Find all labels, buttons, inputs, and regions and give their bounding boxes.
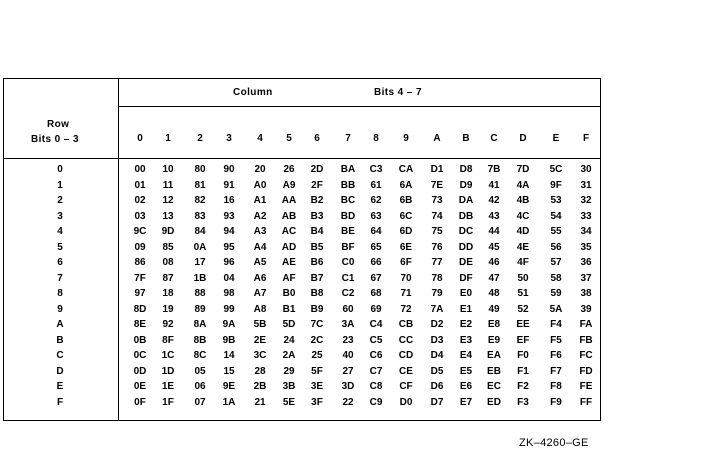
table-cell: 76 [431, 241, 443, 253]
table-cell: BE [341, 226, 355, 237]
table-cell: 64 [370, 226, 382, 237]
column-header-0: 0 [137, 133, 143, 144]
table-cell: 03 [134, 210, 146, 222]
table-cell: 21 [254, 396, 266, 408]
table-cell: C4 [369, 319, 383, 330]
table-cell: 83 [194, 210, 206, 222]
table-cell: 7B [487, 164, 501, 175]
table-cell: 55 [550, 226, 562, 237]
table-cell: 48 [488, 288, 500, 299]
table-cell: B2 [310, 195, 324, 206]
column-header-7: 7 [345, 133, 351, 144]
table-cell: FD [579, 365, 593, 377]
table-cell: B5 [310, 241, 324, 253]
table-cell: 20 [254, 164, 266, 175]
table-cell: 3A [341, 319, 355, 330]
table-cell: 0F [134, 396, 146, 408]
row-label-B: B [56, 334, 64, 346]
table-cell: 19 [162, 303, 174, 315]
table-cell: 99 [223, 303, 235, 315]
table-cell: D5 [430, 365, 444, 377]
table-cell: B1 [282, 303, 296, 315]
table-cell: 69 [370, 303, 382, 315]
body-divider [3, 158, 601, 159]
table-cell: F2 [517, 381, 529, 392]
table-cell: 60 [342, 303, 354, 315]
table-cell: 6B [399, 195, 413, 206]
table-cell: CD [398, 350, 414, 361]
table-cell: FE [579, 381, 593, 392]
table-cell: D0 [399, 396, 413, 408]
table-cell: 61 [370, 179, 382, 191]
table-cell: 52 [517, 303, 529, 315]
table-cell: 27 [342, 365, 354, 377]
table-cell: CA [398, 164, 414, 175]
table-cell: 91 [223, 179, 235, 191]
column-header-5: 5 [286, 133, 292, 144]
table-cell: A6 [253, 272, 267, 284]
table-cell: 4B [516, 195, 530, 206]
row-label-9: 9 [57, 303, 63, 315]
table-cell: F6 [550, 350, 562, 361]
table-cell: BD [340, 210, 356, 222]
table-cell: 71 [400, 288, 412, 299]
table-cell: A4 [253, 241, 267, 253]
table-cell: 41 [488, 179, 500, 191]
table-cell: 9A [222, 319, 236, 330]
table-cell: 39 [580, 303, 592, 315]
table-cell: 58 [550, 272, 562, 284]
table-cell: A8 [253, 303, 267, 315]
table-cell: E4 [459, 350, 473, 361]
table-cell: 36 [580, 257, 592, 268]
table-cell: F0 [517, 350, 529, 361]
row-label-8: 8 [57, 288, 63, 299]
column-header-8: 8 [373, 133, 379, 144]
table-cell: E9 [487, 334, 501, 346]
table-cell: 9B [222, 334, 236, 346]
table-cell: 4E [516, 241, 530, 253]
table-cell: F8 [550, 381, 562, 392]
table-cell: DD [458, 241, 474, 253]
table-cell: 04 [223, 272, 235, 284]
table-cell: 4D [516, 226, 530, 237]
table-cell: 2E [253, 334, 267, 346]
row-label-F: F [56, 396, 64, 408]
table-cell: 88 [194, 288, 206, 299]
column-header-C: C [490, 133, 498, 144]
table-cell: 6F [400, 257, 412, 268]
table-cell: 05 [194, 365, 206, 377]
table-cell: 32 [580, 195, 592, 206]
table-cell: E2 [459, 319, 473, 330]
table-cell: 18 [162, 288, 174, 299]
table-cell: 98 [223, 288, 235, 299]
table-cell: 5F [311, 365, 323, 377]
table-cell: 51 [517, 288, 529, 299]
table-cell: 7F [134, 272, 146, 284]
table-cell: DF [459, 272, 473, 284]
table-cell: 4F [517, 257, 529, 268]
column-header-F: F [582, 133, 590, 144]
table-cell: 1B [193, 272, 207, 284]
row-label-A: A [56, 319, 64, 330]
table-cell: 74 [431, 210, 443, 222]
table-cell: 08 [162, 257, 174, 268]
row-label-5: 5 [57, 241, 63, 253]
table-cell: 93 [223, 210, 235, 222]
table-cell: D3 [430, 334, 444, 346]
table-cell: A7 [253, 288, 267, 299]
row-label-1: 1 [57, 179, 63, 191]
table-cell: A9 [282, 179, 296, 191]
table-cell: 8A [193, 319, 207, 330]
table-cell: D9 [459, 179, 473, 191]
column-header-9: 9 [403, 133, 409, 144]
table-cell: BB [340, 179, 356, 191]
table-cell: BA [340, 164, 356, 175]
table-cell: 8B [193, 334, 207, 346]
table-cell: 26 [283, 164, 295, 175]
table-cell: 4A [516, 179, 530, 191]
row-column-divider [118, 78, 119, 421]
table-cell: 8C [193, 350, 207, 361]
table-cell: 2C [310, 334, 324, 346]
table-cell: 78 [431, 272, 443, 284]
table-cell: 1D [161, 365, 175, 377]
table-cell: 3B [282, 381, 296, 392]
table-cell: EE [516, 319, 530, 330]
table-cell: EA [487, 350, 501, 361]
table-cell: 13 [162, 210, 174, 222]
row-label-C: C [56, 350, 64, 361]
table-cell: C2 [341, 288, 355, 299]
table-cell: E5 [459, 365, 473, 377]
table-cell: 94 [223, 226, 235, 237]
table-cell: D1 [430, 164, 444, 175]
table-cell: 49 [488, 303, 500, 315]
table-cell: CB [398, 319, 414, 330]
table-cell: 89 [194, 303, 206, 315]
table-cell: 82 [194, 195, 206, 206]
table-cell: 14 [223, 350, 235, 361]
table-cell: AD [281, 241, 297, 253]
table-cell: C9 [369, 396, 383, 408]
table-cell: 5A [549, 303, 563, 315]
table-cell: DC [458, 226, 474, 237]
table-cell: 7D [516, 164, 530, 175]
table-cell: 47 [488, 272, 500, 284]
table-cell: 1C [161, 350, 175, 361]
table-cell: F5 [550, 334, 562, 346]
table-cell: 6A [399, 179, 413, 191]
table-cell: DE [459, 257, 473, 268]
table-cell: 1E [161, 381, 175, 392]
row-label-2: 2 [57, 195, 63, 206]
table-cell: C0 [341, 257, 355, 268]
table-cell: 00 [134, 164, 146, 175]
table-cell: 12 [162, 195, 174, 206]
table-cell: EB [487, 365, 501, 377]
table-cell: 01 [134, 179, 146, 191]
table-cell: 7C [310, 319, 324, 330]
table-cell: 2D [310, 164, 324, 175]
table-cell: 53 [550, 195, 562, 206]
table-cell: 3E [310, 381, 324, 392]
table-cell: C6 [369, 350, 383, 361]
column-header-4: 4 [257, 133, 263, 144]
table-cell: A0 [253, 179, 267, 191]
table-cell: E1 [459, 303, 473, 315]
table-cell: 8E [133, 319, 147, 330]
table-cell: A2 [253, 210, 267, 222]
table-cell: 5C [549, 164, 563, 175]
table-cell: 42 [488, 195, 500, 206]
table-cell: BF [341, 241, 355, 253]
table-cell: 95 [223, 241, 235, 253]
bits-low-heading: Bits 0 – 3 [31, 134, 79, 145]
table-cell: 68 [370, 288, 382, 299]
row-label-6: 6 [57, 257, 63, 268]
table-cell: 8F [162, 334, 174, 346]
column-header-1: 1 [165, 133, 171, 144]
table-cell: 73 [431, 195, 443, 206]
table-cell: 6D [399, 226, 413, 237]
table-cell: 86 [134, 257, 146, 268]
table-cell: 97 [134, 288, 146, 299]
table-cell: 9E [222, 381, 236, 392]
table-cell: F4 [550, 319, 562, 330]
table-cell: 07 [194, 396, 206, 408]
table-cell: 11 [162, 179, 174, 191]
table-cell: AA [281, 195, 297, 206]
table-cell: EC [487, 381, 501, 392]
table-cell: 0A [193, 241, 207, 253]
table-cell: CE [399, 365, 413, 377]
table-cell: 4C [516, 210, 530, 222]
table-cell: 62 [370, 195, 382, 206]
table-cell: E6 [459, 381, 473, 392]
table-cell: C7 [369, 365, 383, 377]
table-cell: CC [398, 334, 414, 346]
table-cell: EF [516, 334, 530, 346]
column-header-3: 3 [226, 133, 232, 144]
table-cell: 57 [550, 257, 562, 268]
table-cell: AE [282, 257, 296, 268]
table-cell: 6E [399, 241, 413, 253]
table-cell: 25 [311, 350, 323, 361]
table-cell: D6 [430, 381, 444, 392]
table-cell: FA [579, 319, 593, 330]
table-cell: B4 [310, 226, 324, 237]
row-label-E: E [56, 381, 64, 392]
table-cell: D2 [430, 319, 444, 330]
table-cell: 66 [370, 257, 382, 268]
header-divider [118, 106, 601, 107]
table-cell: F1 [517, 365, 529, 377]
table-cell: B6 [310, 257, 324, 268]
table-cell: 59 [550, 288, 562, 299]
table-cell: CF [399, 381, 413, 392]
table-cell: C1 [341, 272, 355, 284]
table-cell: 87 [162, 272, 174, 284]
column-heading: Column [233, 87, 273, 98]
table-cell: 80 [194, 164, 206, 175]
figure-id: ZK–4260–GE [519, 437, 589, 449]
table-cell: BC [340, 195, 356, 206]
table-cell: 0D [133, 365, 147, 377]
table-cell: F9 [550, 396, 562, 408]
table-cell: 81 [194, 179, 206, 191]
table-cell: AF [282, 272, 296, 284]
table-cell: 90 [223, 164, 235, 175]
table-cell: 09 [134, 241, 146, 253]
table-cell: A3 [253, 226, 267, 237]
table-cell: 70 [400, 272, 412, 284]
column-header-E: E [552, 133, 560, 144]
table-cell: 84 [194, 226, 206, 237]
table-cell: C3 [369, 164, 383, 175]
table-cell: 3D [341, 381, 355, 392]
table-cell: 6C [399, 210, 413, 222]
table-cell: B7 [310, 272, 324, 284]
table-cell: AC [281, 226, 297, 237]
table-cell: 45 [488, 241, 500, 253]
table-cell: 67 [370, 272, 382, 284]
table-cell: 3F [311, 396, 323, 408]
table-cell: 0C [133, 350, 147, 361]
table-cell: 31 [580, 179, 592, 191]
table-cell: ED [487, 396, 501, 408]
table-cell: 06 [194, 381, 206, 392]
table-cell: 9F [550, 179, 562, 191]
table-cell: 16 [223, 195, 235, 206]
table-cell: 3C [253, 350, 267, 361]
table-cell: 7A [430, 303, 444, 315]
table-cell: B0 [282, 288, 296, 299]
table-cell: D7 [430, 396, 444, 408]
table-cell: 10 [162, 164, 174, 175]
table-cell: A5 [253, 257, 267, 268]
table-cell: B8 [310, 288, 324, 299]
table-cell: 2B [253, 381, 267, 392]
table-cell: E7 [459, 396, 473, 408]
table-cell: FC [579, 350, 593, 361]
table-cell: 24 [283, 334, 295, 346]
table-cell: F3 [517, 396, 529, 408]
table-cell: FF [579, 396, 593, 408]
table-cell: B3 [310, 210, 324, 222]
table-cell: 63 [370, 210, 382, 222]
table-cell: 79 [431, 288, 443, 299]
table-cell: E0 [459, 288, 473, 299]
row-label-3: 3 [57, 210, 63, 222]
table-cell: FB [579, 334, 593, 346]
table-cell: 37 [580, 272, 592, 284]
table-cell: 50 [517, 272, 529, 284]
table-cell: 15 [223, 365, 235, 377]
table-cell: 30 [580, 164, 592, 175]
table-cell: 1F [162, 396, 174, 408]
table-cell: E3 [459, 334, 473, 346]
table-cell: F7 [550, 365, 562, 377]
table-cell: 7E [430, 179, 444, 191]
column-header-A: A [433, 133, 441, 144]
table-cell: 96 [223, 257, 235, 268]
table-cell: 54 [550, 210, 562, 222]
row-label-4: 4 [57, 226, 63, 237]
table-cell: 23 [342, 334, 354, 346]
table-cell: DA [458, 195, 474, 206]
table-cell: E8 [487, 319, 501, 330]
table-cell: 28 [254, 365, 266, 377]
table-cell: 38 [580, 288, 592, 299]
row-label-7: 7 [57, 272, 63, 284]
table-cell: 33 [580, 210, 592, 222]
column-header-2: 2 [197, 133, 203, 144]
table-cell: C8 [369, 381, 383, 392]
table-cell: AB [281, 210, 297, 222]
table-cell: 29 [283, 365, 295, 377]
table-cell: 85 [162, 241, 174, 253]
table-cell: D8 [459, 164, 473, 175]
table-cell: 9C [133, 226, 147, 237]
table-cell: 56 [550, 241, 562, 253]
table-cell: 65 [370, 241, 382, 253]
table-cell: 34 [580, 226, 592, 237]
table-cell: 5E [282, 396, 296, 408]
table-cell: 0E [133, 381, 147, 392]
table-cell: 5D [282, 319, 296, 330]
table-cell: 75 [431, 226, 443, 237]
row-label-D: D [56, 365, 64, 377]
table-cell: B9 [310, 303, 324, 315]
table-cell: 2A [282, 350, 296, 361]
table-cell: 1A [222, 396, 236, 408]
table-cell: 92 [162, 319, 174, 330]
table-cell: 77 [431, 257, 443, 268]
row-label-0: 0 [57, 164, 63, 175]
table-cell: 22 [342, 396, 354, 408]
table-cell: DB [458, 210, 474, 222]
bits-high-heading: Bits 4 – 7 [374, 87, 422, 98]
table-cell: 40 [342, 350, 354, 361]
column-header-6: 6 [314, 133, 320, 144]
table-cell: 5B [253, 319, 267, 330]
table-cell: 17 [194, 257, 206, 268]
table-cell: 46 [488, 257, 500, 268]
table-cell: 8D [133, 303, 147, 315]
table-cell: 0B [133, 334, 147, 346]
table-cell: 72 [400, 303, 412, 315]
table-cell: 43 [488, 210, 500, 222]
table-cell: C5 [369, 334, 383, 346]
table-cell: 2F [311, 179, 323, 191]
column-header-D: D [519, 133, 527, 144]
table-cell: A1 [253, 195, 267, 206]
table-cell: 02 [134, 195, 146, 206]
table-cell: 44 [488, 226, 500, 237]
row-heading: Row [47, 119, 70, 130]
table-cell: D4 [430, 350, 444, 361]
table-cell: 9D [161, 226, 175, 237]
column-header-B: B [462, 133, 470, 144]
table-cell: 35 [580, 241, 592, 253]
